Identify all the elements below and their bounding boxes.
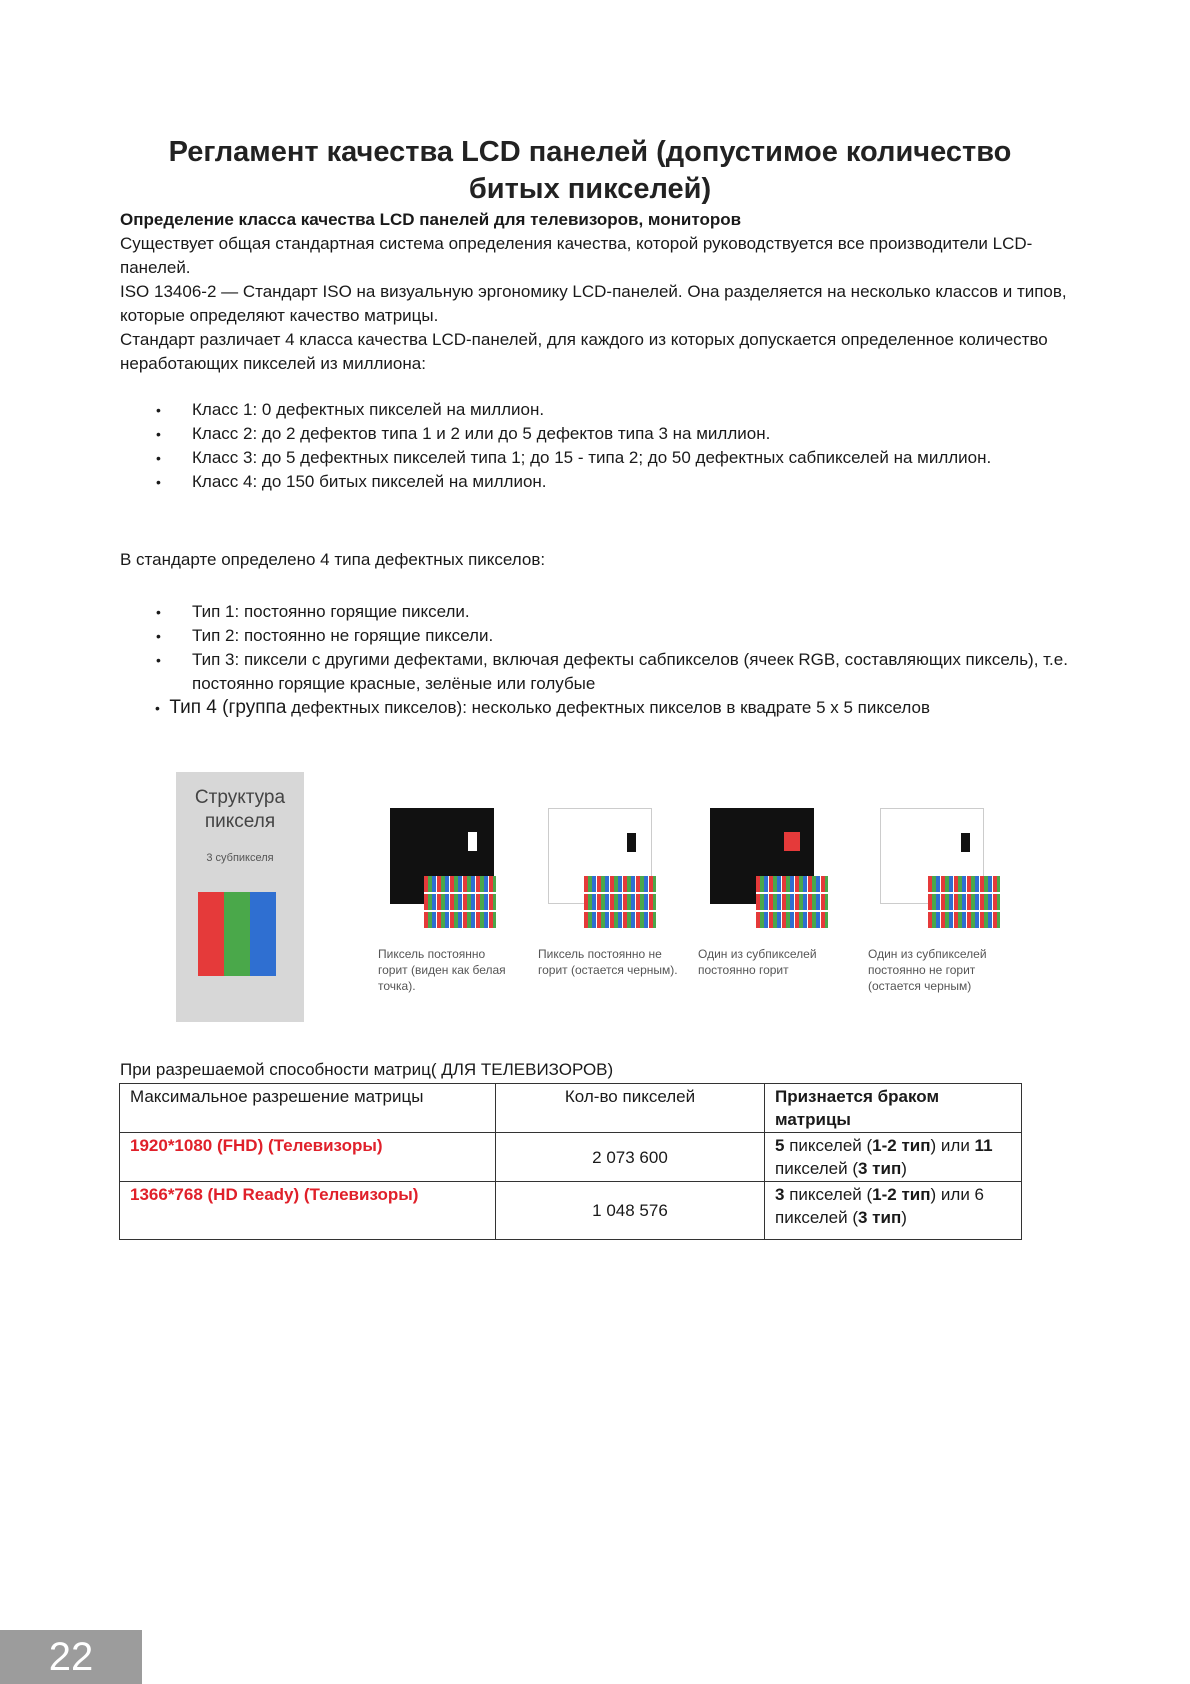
red-dot (784, 832, 800, 851)
resolution-cell: 1366*768 (HD Ready) (Телевизоры) (120, 1182, 496, 1240)
green-subpixel (224, 892, 250, 976)
type-4-item: • Тип 4 (группа дефектных пикселов): несколько дефектных пикселов в квадрате 5 x 5 пикселов (155, 697, 930, 718)
intro-subtitle: Определение класса качества LCD панелей для телевизоров, мониторов (120, 210, 742, 229)
table-header-row (120, 1084, 1022, 1133)
white-dot (468, 832, 477, 851)
header-defect: Признается браком матрицы (765, 1084, 1022, 1133)
class-list (152, 398, 1082, 494)
list-item: • Класс 4: до 150 битых пикселей на миллион. (152, 470, 1082, 494)
intro-paragraph-2: ISO 13406-2 — Стандарт ISO на визуальную эргономику LCD-панелей. Она разделяется на несколько классов и типов, которые определяют качество матрицы. (120, 282, 1067, 325)
defect-cell: 5 пикселей (1-2 тип) или 11 пикселей (3 тип) (765, 1133, 1022, 1182)
subpixels-label: 3 субпикселя (206, 852, 274, 864)
list-item: • Тип 2: постоянно не горящие пиксели. (152, 624, 1082, 648)
defect-cell: 3 пикселей (1-2 тип) или 6 пикселей (3 тип) (765, 1182, 1022, 1240)
type-4-rest: дефектных пикселов): несколько дефектных пикселов в квадрате 5 x 5 пикселов (291, 698, 930, 717)
pixels-cell: 2 073 600 (496, 1133, 765, 1182)
table-row (120, 1182, 1022, 1240)
pixels-cell: 1 048 576 (496, 1182, 765, 1240)
pixel-grid (928, 876, 1000, 930)
pixel-grid (584, 876, 656, 930)
caption-2: Пиксель постоянно не горит (остается черным). (538, 947, 678, 977)
black-dot (961, 833, 970, 852)
header-resolution: Максимальное разрешение матрицы (120, 1084, 496, 1133)
pixel-structure-figure (176, 772, 304, 1022)
intro-paragraph-3: Стандарт различает 4 класса качества LCD-панелей, для каждого из которых допускается определенное количество неработающих пикселей из миллиона: (120, 330, 1048, 373)
list-item: • Тип 1: постоянно горящие пиксели. (152, 600, 1082, 624)
list-item: • Тип 3: пиксели с другими дефектами, включая дефекты сабпикселов (ячеек RGB, составляющих пиксель), т.е. постоянно горящие красные, зелёные или голубые (152, 648, 1082, 696)
caption-1: Пиксель постоянно горит (виден как белая точка). (378, 947, 506, 993)
intro (120, 208, 1080, 376)
black-dot (627, 833, 636, 852)
caption-3: Один из субпикселей постоянно горит (698, 947, 817, 977)
types-intro: В стандарте определено 4 типа дефектных пикселов: (120, 550, 546, 569)
page-number: 22 (0, 1630, 142, 1684)
resolution-cell: 1920*1080 (FHD) (Телевизоры) (120, 1133, 496, 1182)
pixel-grid (756, 876, 828, 930)
red-subpixel (198, 892, 224, 976)
defect-table (119, 1083, 1022, 1240)
type-list (152, 600, 1082, 696)
pixel-grid (424, 876, 496, 930)
page-title: Регламент качества LCD панелей (допустимое количество битых пикселей) (168, 136, 1012, 205)
type-4-lead: Тип 4 (группа (169, 697, 287, 718)
list-item: • Класс 3: до 5 дефектных пикселей типа 1; до 15 - типа 2; до 50 дефектных сабпикселей на миллион. (152, 446, 1082, 470)
table-row (120, 1133, 1022, 1182)
intro-paragraph-1: Существует общая стандартная система определения качества, которой руководствуется все производители LCD-панелей. (120, 234, 1033, 277)
blue-subpixel (250, 892, 276, 976)
header-pixels: Кол-во пикселей (496, 1084, 765, 1133)
list-item: • Класс 2: до 2 дефектов типа 1 и 2 или до 5 дефектов типа 3 на миллион. (152, 422, 1082, 446)
list-item: • Класс 1: 0 дефектных пикселей на миллион. (152, 398, 1082, 422)
caption-4: Один из субпикселей постоянно не горит (остается черным) (868, 947, 987, 993)
structure-title: Структура пикселя (194, 787, 286, 832)
table-caption: При разрешаемой способности матриц( ДЛЯ ТЕЛЕВИЗОРОВ) (120, 1060, 614, 1079)
